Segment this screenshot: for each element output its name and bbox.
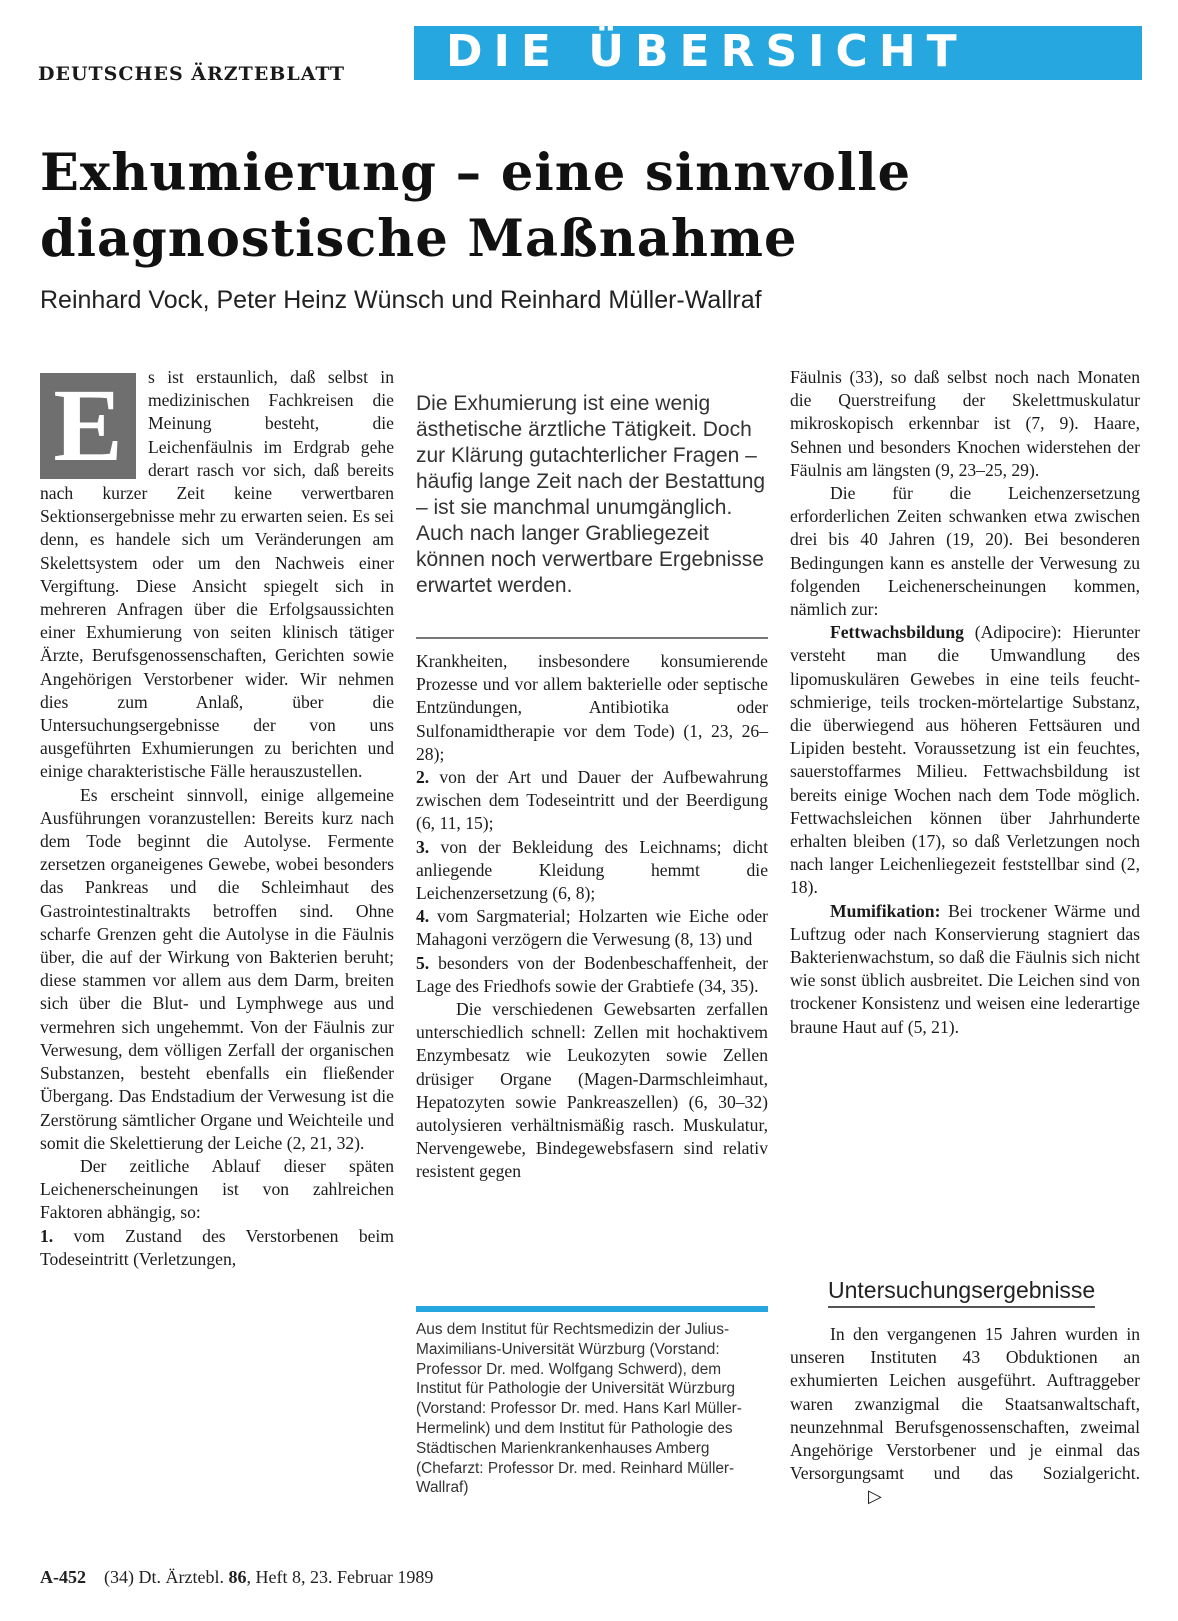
col1-list-item-1 (40, 1225, 394, 1271)
title-line-2: diagnostische Maßnahme (40, 209, 798, 269)
journal-name: DEUTSCHES ÄRZTEBLATT (38, 63, 346, 85)
list-number: 3. (416, 836, 430, 857)
continue-triangle-icon: ▷ (868, 1486, 882, 1508)
column-2 (416, 650, 768, 1184)
affiliation-divider (416, 1306, 768, 1312)
col2-list-item-5 (416, 952, 768, 998)
term-mumifikation: Mumifikation: (830, 900, 941, 921)
paragraph-text: In den vergangenen 15 Jahren wurden in unseren Instituten 43 Obduktionen an exhumierten Leichen ausgeführt. Auftraggeber waren zwanzigmal die Staatsanwaltschaft, neunzehnmal Berufsgenossenschaften, zweimal Angehörige Verstorbener und je einmal das Versorgungsamt und das Sozialgericht. (790, 1324, 1140, 1484)
col1-paragraph-3: Der zeitliche Ablauf dieser späten Leichenerscheinungen ist von zahlreichen Faktoren abhängig, so: (40, 1155, 394, 1223)
paragraph-text: (Adipocire): Hierunter versteht man die Umwandlung des lipomuskulären Gewebes in eine teils feucht-schmierige, teils trocken-mörtelartige Substanz, die überwiegend aus höheren Fettsäuren und Lipiden besteht. Voraussetzung ist ein feuchtes, sauerstoffarmes Milieu. Fettwachsbildung ist bereits einige Wochen nach dem Tode möglich. Fettwachsleichen können über Jahrhunderte erhalten bleiben (17), so daß Verletzungen noch nach langer Leichenliegezeit feststellbar sind (2, 18). (790, 622, 1140, 898)
col3-paragraph-4 (790, 900, 1140, 1039)
col2-list-item-3 (416, 836, 768, 906)
issue-suffix: , Heft 8, 23. Februar 1989 (246, 1567, 434, 1587)
paragraph-text: Bei trockener Wärme und Luftzug oder nach Konservierung stagniert das Bakterienwachstum, so daß die Fäulnis sich nicht wie sonst üblich ausbreitet. Die Leichen sind von trockener Konsistenz und weisen eine lederartige braune Haut auf (5, 21). (790, 900, 1140, 1037)
section-heading: Untersuchungsergebnisse (828, 1277, 1095, 1308)
column-3-continued (790, 1323, 1140, 1509)
list-number: 5. (416, 952, 430, 973)
list-text: besonders von der Bodenbeschaffenheit, der Lage des Friedhofs sowie der Grabtiefe (34, 35). (416, 952, 768, 996)
banner-label: DIE ÜBERSICHT (446, 26, 968, 77)
list-text: vom Zustand des Verstorbenen beim Todeseintritt (Verletzungen, (40, 1225, 394, 1269)
col2-paragraph-6: Die verschiedenen Gewebsarten zerfallen unterschiedlich schnell: Zellen mit hochaktivem Enzymbesatz wie Leukozyten sowie Zellen drüsiger Organe (Magen-Darmschleimhaut, Hepatozyten sowie Pankreaszellen) (6, 30–32) autolysieren verhältnismäßig rasch. Muskulatur, Nervengewebe, Bindegewebsfasern sind relativ resistent gegen (416, 999, 768, 1182)
page-number: A-452 (40, 1567, 86, 1587)
col3-paragraph-1: Fäulnis (33), so daß selbst noch nach Monaten die Querstreifung der Skelettmuskulatur mikroskopisch erkennbar ist (7, 9). Haare, Sehnen und besonders Knochen widerstehen der Fäulnis am längsten (9, 23–25, 29). (790, 367, 1140, 480)
article-authors: Reinhard Vock, Peter Heinz Wünsch und Reinhard Müller-Wallraf (40, 286, 762, 314)
col3-paragraph-3 (790, 621, 1140, 899)
list-number: 4. (416, 906, 430, 927)
pull-quote: Die Exhumierung ist eine wenig ästhetische ärztliche Tätigkeit. Doch zur Klärung gutachterlicher Fragen – häufig lange Zeit nach der Bestattung – ist sie manchmal unumgänglich. Auch nach langer Grabliegezeit können noch verwertbare Ergebnisse erwartet werden. (416, 392, 766, 597)
column-3 (790, 366, 1140, 1039)
term-fettwachsbildung: Fettwachsbildung (830, 622, 964, 643)
col2-list-item-2 (416, 766, 768, 836)
page-footer (40, 1567, 433, 1588)
col1-paragraph-2: Es erscheint sinnvoll, einige allgemeine Ausführungen voranzustellen: Bereits kurz nach dem Tode beginnt die Autolyse. Fermente zersetzen organeigenes Gewebe, wobei besonders das Pankreas und die Schleimhaut des Gastrointestinaltrakts betroffen sind. Ohne scharfe Grenzen geht die Autolyse in die Fäulnis über, die auf der Wirkung von Bakterien beruht; diese stammen vor allem aus dem Darm, breiten sich über die Blut- und Lymphwege aus und vermehren sich ungehemmt. Von der Fäulnis zur Verwesung, dem völligen Zerfall der organischen Substanzen, besteht ebenfalls ein fließender Übergang. Das Endstadium der Verwesung ist die Zerstörung sämtlicher Organe und Weichteile und somit die Skelettierung der Leiche (2, 21, 32). (40, 784, 394, 1153)
drop-cap: E (40, 373, 136, 479)
column-1 (40, 366, 394, 1271)
list-text: von der Art und Dauer der Aufbewahrung zwischen dem Todeseintritt und der Beerdigung (6, 11, 15); (416, 767, 768, 834)
section-banner (414, 26, 1142, 80)
col2-list-item-4 (416, 905, 768, 951)
col3-paragraph-5 (790, 1323, 1140, 1509)
col1-paragraph-1: s ist erstaunlich, daß selbst in medizinischen Fachkreisen die Meinung besteht, die Leichenfäulnis im Erdgrab gehe derart rasch vor sich, daß bereits nach kurzer Zeit keine verwertbaren Sektionsergebnisse mehr zu erwarten seien. Es sei denn, es handele sich um Veränderungen am Skelettsystem oder um den Nachweis einer Vergiftung. Diese Ansicht spiegelt sich in mehreren Anfragen über die Erfolgsaussichten einer Exhumierung von seiten klinisch tätiger Ärzte, Berufsgenossenschaften, Gerichten sowie Angehörigen Verstorbener wider. Wir nehmen dies zum Anlaß, über die Untersuchungsergebnisse der von uns ausgeführten Exhumierungen zu berichten und einige charakteristische Fälle herauszustellen. (40, 367, 394, 782)
col3-paragraph-2: Die für die Leichenzersetzung erforderlichen Zeiten schwanken etwa zwischen drei bis 40 Jahren (19, 20). Bei besonderen Bedingungen kann es anstelle der Verwesung zu folgenden Leichenerscheinungen kommen, nämlich zur: (790, 483, 1140, 620)
list-text: vom Sargmaterial; Holzarten wie Eiche oder Mahagoni verzögern die Verwesung (8, 13) und (416, 906, 768, 950)
author-affiliation: Aus dem Institut für Rechtsmedizin der Julius-Maximilians-Universität Würzburg (Vorstand: Professor Dr. med. Wolfgang Schwerd), dem Institut für Pathologie der Universität Würzburg (Vorstand: Professor Dr. med. Hans Karl Müller-Hermelink) und dem Institut für Pathologie des Städtischen Marienkrankenhauses Amberg (Chefarzt: Professor Dr. med. Reinhard Müller-Wallraf) (416, 1321, 742, 1497)
col2-paragraph-1: Krankheiten, insbesondere konsumierende Prozesse und vor allem bakterielle oder septische Entzündungen, Antibiotika oder Sulfonamidtherapie vor dem Tode) (1, 23, 26–28); (416, 651, 768, 764)
article-title (40, 140, 1140, 272)
volume-number: 86 (228, 1567, 247, 1587)
list-number: 1. (40, 1225, 54, 1246)
pull-quote-divider (416, 637, 768, 639)
title-line-1: Exhumierung – eine sinnvolle (40, 143, 912, 203)
list-number: 2. (416, 767, 430, 788)
issue-prefix: (34) Dt. Ärztebl. (104, 1567, 224, 1587)
list-text: von der Bekleidung des Leichnams; dicht anliegende Kleidung hemmt die Leichenzersetzung (6, 8); (416, 836, 768, 904)
